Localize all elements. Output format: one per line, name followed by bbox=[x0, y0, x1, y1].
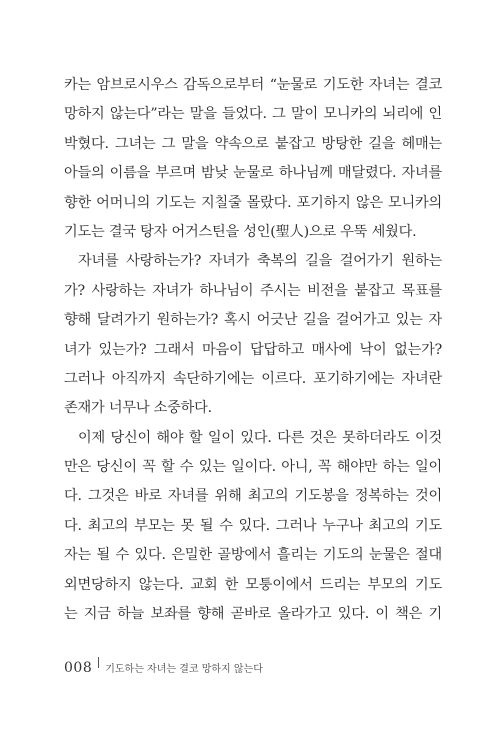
text-line: 다. 최고의 부모는 못 될 수 있다. 그러나 누구나 최고의 기도 bbox=[64, 517, 442, 534]
page-footer bbox=[64, 660, 263, 676]
text-line: 박혔다. 그녀는 그 말을 약속으로 붙잡고 방탕한 길을 헤매는 bbox=[64, 135, 442, 152]
text-line: 녀가 있는가? 그래서 마음이 답답하고 매사에 낙이 없는가? bbox=[64, 341, 442, 358]
footer-divider bbox=[98, 657, 99, 668]
text-line: 기도는 결국 탕자 어거스틴을 성인(聖人)으로 우뚝 세웠다. bbox=[64, 223, 417, 240]
text-line: 는 지금 하늘 보좌를 향해 곧바로 올라가고 있다. 이 책은 기 bbox=[64, 606, 442, 623]
text-line: 아들의 이름을 부르며 밤낮 눈물로 하나님께 매달렸다. 자녀를 bbox=[64, 165, 442, 182]
text-line: 자녀를 사랑하는가? 자녀가 축복의 길을 걸어가기 원하는 bbox=[78, 253, 442, 270]
text-line: 다. 그것은 바로 자녀를 위해 최고의 기도봉을 정복하는 것이 bbox=[64, 488, 442, 505]
text-line: 만은 당신이 꼭 할 수 있는 일이다. 아니, 꼭 해야만 하는 일이 bbox=[64, 459, 442, 476]
text-line: 자는 될 수 있다. 은밀한 골방에서 흘리는 기도의 눈물은 절대 bbox=[64, 547, 442, 564]
text-line: 향해 달려가기 원하는가? 혹시 어긋난 길을 걸어가고 있는 자 bbox=[64, 312, 442, 329]
text-line: 존재가 너무나 소중하다. bbox=[64, 400, 212, 417]
running-title: 기도하는 자녀는 결코 망하지 않는다 bbox=[105, 664, 263, 675]
body-text bbox=[64, 71, 442, 629]
text-line: 카는 암브로시우스 감독으로부터 “눈물로 기도한 자녀는 결코 bbox=[64, 77, 442, 93]
page-number: 008 bbox=[64, 660, 93, 676]
text-line: 향한 어머니의 기도는 지칠줄 몰랐다. 포기하지 않은 모니카의 bbox=[64, 194, 442, 211]
text-line: 망하지 않는다”라는 말을 들었다. 그 말이 모니카의 뇌리에 인 bbox=[64, 106, 442, 123]
text-line: 외면당하지 않는다. 교회 한 모퉁이에서 드리는 부모의 기도 bbox=[64, 576, 442, 593]
text-line: 그러나 아직까지 속단하기에는 이르다. 포기하기에는 자녀란 bbox=[64, 370, 442, 387]
text-line: 가? 사랑하는 자녀가 하나님이 주시는 비전을 붙잡고 목표를 bbox=[64, 282, 442, 299]
text-line: 이제 당신이 해야 할 일이 있다. 다른 것은 못하더라도 이것 bbox=[78, 429, 442, 446]
